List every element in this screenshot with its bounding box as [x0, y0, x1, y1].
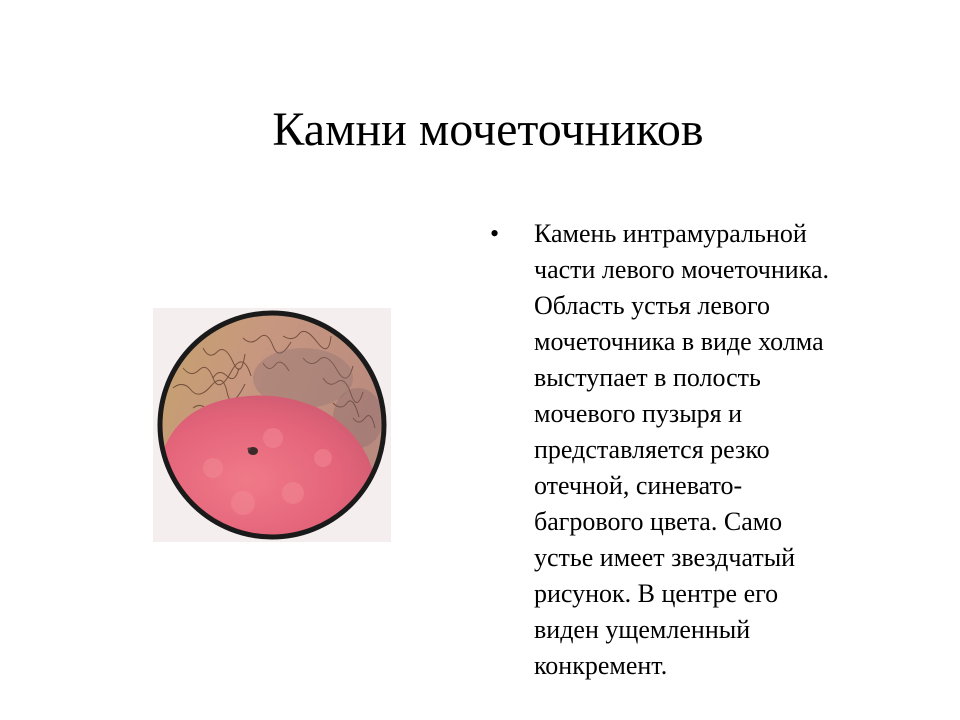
- slide-title: Камни мочеточников: [272, 103, 704, 156]
- bullet-line: виден ущемленный: [534, 615, 751, 644]
- bullet-line: части левого мочеточника.: [534, 255, 829, 284]
- bullet-line: мочеточника в виде холма: [534, 327, 824, 356]
- bullet-line: рисунок. В центре его: [534, 579, 779, 608]
- bullet-line: конкремент.: [534, 651, 668, 680]
- bullet-marker: •: [490, 219, 500, 248]
- bullet-line: Область устья левого: [534, 291, 770, 320]
- bullet-line: багрового цвета. Само: [534, 507, 783, 536]
- bullet-line: Камень интрамуральной: [534, 219, 807, 248]
- bullet-line: выступает в полость: [534, 363, 761, 392]
- bullet-line: отечной, синевато-: [534, 471, 743, 500]
- bullet-line: устье имеет звездчатый: [534, 543, 796, 572]
- bullet-line: представляется резко: [534, 435, 770, 464]
- cystoscopy-view-icon: [153, 308, 391, 542]
- bullet-line: мочевого пузыря и: [534, 399, 743, 428]
- bullet-text: [534, 216, 874, 684]
